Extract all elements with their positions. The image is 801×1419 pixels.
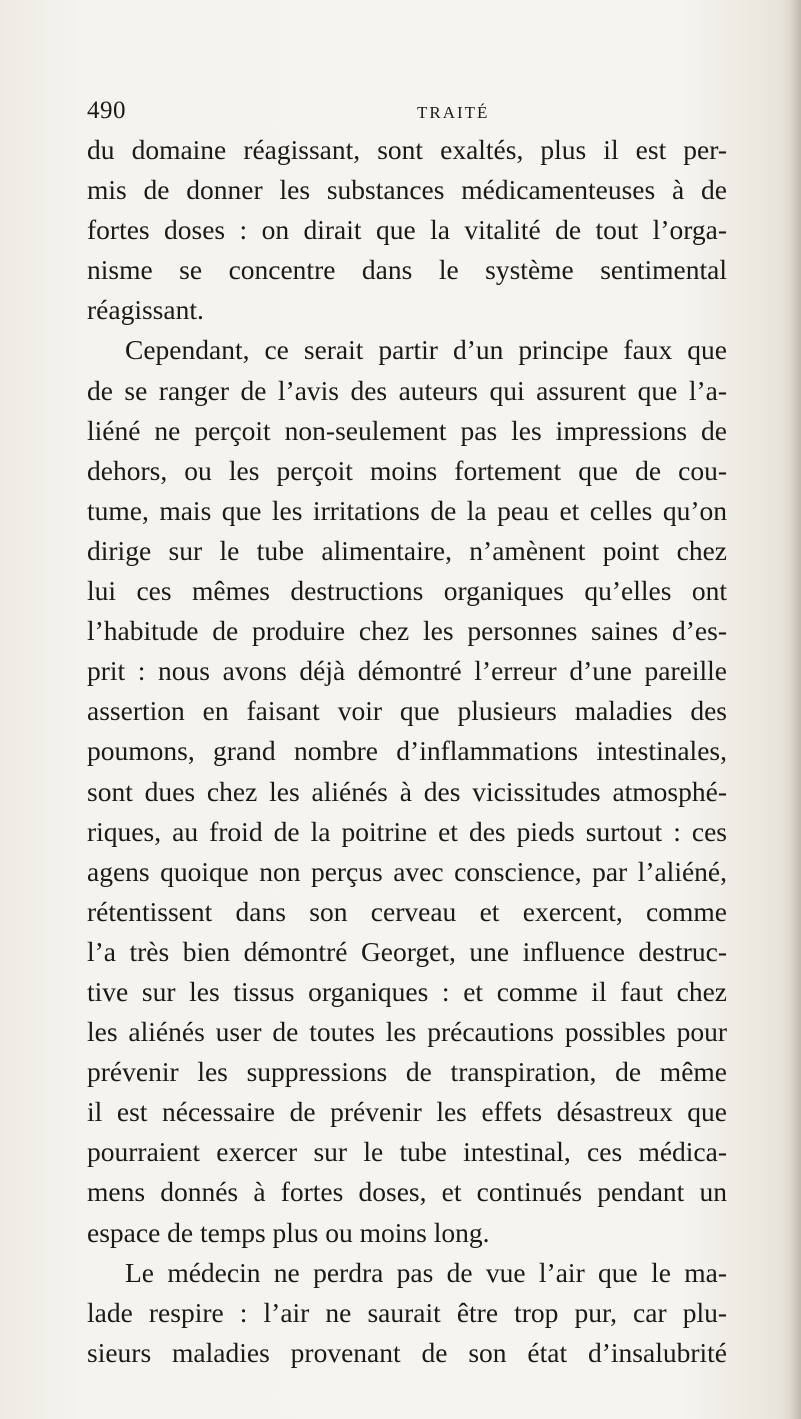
text-line: agens quoique non perçus avec conscience, par l’aliéné,	[87, 855, 727, 887]
text-line: dirige sur le tube alimentaire, n’amènent point chez	[87, 534, 727, 566]
text-line: fortes doses : on dirait que la vitalité de tout l’orga-	[87, 214, 727, 246]
text-line: l’a très bien démontré Georget, une influence destruc-	[87, 935, 727, 967]
text-line: lade respire : l’air ne saurait être trop pur, car plu-	[87, 1296, 727, 1328]
text-line: espace de temps plus ou moins long.	[87, 1216, 490, 1248]
text-line: sont dues chez les aliénés à des vicissitudes atmosphé-	[87, 775, 727, 807]
text-line: l’habitude de produire chez les personnes saines d’es-	[87, 615, 727, 647]
text-line: liéné ne perçoit non-seulement pas les impressions de	[87, 414, 727, 446]
text-line: nisme se concentre dans le système sentimental	[87, 254, 727, 286]
text-line: lui ces mêmes destructions organiques qu’elles ont	[87, 575, 727, 607]
text-line: mens donnés à fortes doses, et continués pendant un	[87, 1176, 727, 1208]
text-line: prévenir les suppressions de transpiration, de même	[87, 1056, 727, 1088]
text-line: sieurs maladies provenant de son état d’insalubrité	[87, 1336, 727, 1368]
page-edge-shadow	[789, 0, 801, 1419]
text-line: de se ranger de l’avis des auteurs qui assurent que l’a-	[87, 374, 727, 406]
text-line: poumons, grand nombre d’inflammations intestinales,	[87, 735, 727, 767]
text-line: pourraient exercer sur le tube intestinal, ces médica-	[87, 1136, 727, 1168]
text-line: tive sur les tissus organiques : et comme il faut chez	[87, 975, 727, 1007]
body-text	[87, 130, 727, 1373]
text-line: dehors, ou les perçoit moins fortement que de cou-	[87, 454, 727, 486]
text-line: prit : nous avons déjà démontré l’erreur d’une pareille	[87, 655, 727, 687]
text-line: Cependant, ce serait partir d’un principe faux que	[125, 334, 727, 366]
text-line: assertion en faisant voir que plusieurs maladies des	[87, 695, 727, 727]
text-line: rétentissent dans son cerveau et exercent, comme	[87, 895, 727, 927]
text-line: riques, au froid de la poitrine et des pieds surtout : ces	[87, 815, 727, 847]
text-line: il est nécessaire de prévenir les effets désastreux que	[87, 1096, 727, 1128]
text-line: Le médecin ne perdra pas de vue l’air que le ma-	[125, 1256, 727, 1288]
text-line: les aliénés user de toutes les précautions possibles pour	[87, 1016, 727, 1048]
page-header	[87, 97, 727, 131]
text-line: du domaine réagissant, sont exaltés, plus il est per-	[87, 134, 727, 165]
text-line: tume, mais que les irritations de la peau et celles qu’on	[87, 494, 727, 526]
page-number: 490	[87, 97, 126, 124]
text-line: réagissant.	[87, 294, 204, 326]
running-title: TRAITÉ	[417, 103, 490, 122]
text-line: mis de donner les substances médicamenteuses à de	[87, 174, 727, 206]
